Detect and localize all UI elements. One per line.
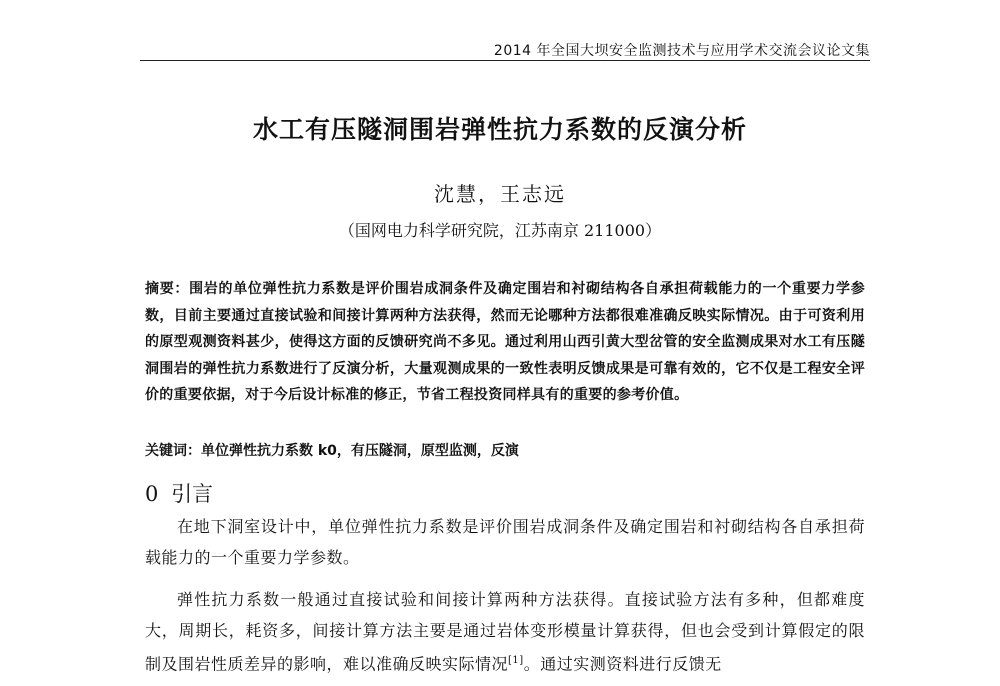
abstract-label: 摘要：: [145, 281, 190, 297]
paragraph-2-tail: 。通过实测资料进行反馈无: [523, 654, 722, 674]
keywords-text: 单位弹性抗力系数 k0，有压隧洞，原型监测，反演: [201, 443, 519, 459]
keywords-block: [145, 440, 865, 460]
header-rule: [140, 60, 870, 61]
paragraph-2-text: 弹性抗力系数一般通过直接试验和间接计算两种方法获得。直接试验方法有多种，但都难度大，周期长，耗资多，间接计算方法主要是通过岩体变形模量计算获得，但也会受到计算假定的限制及围岩性质差异的影响，难以准确反映实际情况: [145, 590, 865, 674]
paper-authors: 沈慧，王志远: [434, 182, 566, 206]
citation-ref[interactable]: [1]: [508, 655, 524, 666]
section-title: 引言: [171, 482, 214, 506]
running-header: 2014 年全国大坝安全监测技术与应用学术交流会议论文集: [493, 43, 870, 59]
abstract-block: [145, 276, 865, 409]
body-paragraph-1: 在地下洞室设计中，单位弹性抗力系数是评价围岩成洞条件及确定围岩和衬砌结构各自承担荷载能力的一个重要力学参数。: [145, 517, 865, 567]
section-heading: [145, 478, 213, 508]
paper-title: 水工有压隧洞围岩弹性抗力系数的反演分析: [252, 115, 747, 144]
paper-affiliation: （国网电力科学研究院，江苏南京 211000）: [338, 221, 662, 240]
keywords-label: 关键词：: [145, 443, 201, 459]
section-number: 0: [145, 482, 159, 506]
body-paragraph-2: [145, 585, 865, 680]
abstract-text: 围岩的单位弹性抗力系数是评价围岩成洞条件及确定围岩和衬砌结构各自承担荷载能力的一个重要力学参数，目前主要通过直接试验和间接计算两种方法获得，然而无论哪种方法都很难准确反映实际情况。由于可资利用的原型观测资料甚少，使得这方面的反馈研究尚不多见。通过利用山西引黄大型岔管的安全监测成果对水工有压隧洞围岩的弹性抗力系数进行了反演分析，大量观测成果的一致性表明反馈成果是可靠有效的，它不仅是工程安全评价的重要依据，对于今后设计标准的修正，节省工程投资同样具有的重要的参考价值。: [145, 281, 865, 403]
